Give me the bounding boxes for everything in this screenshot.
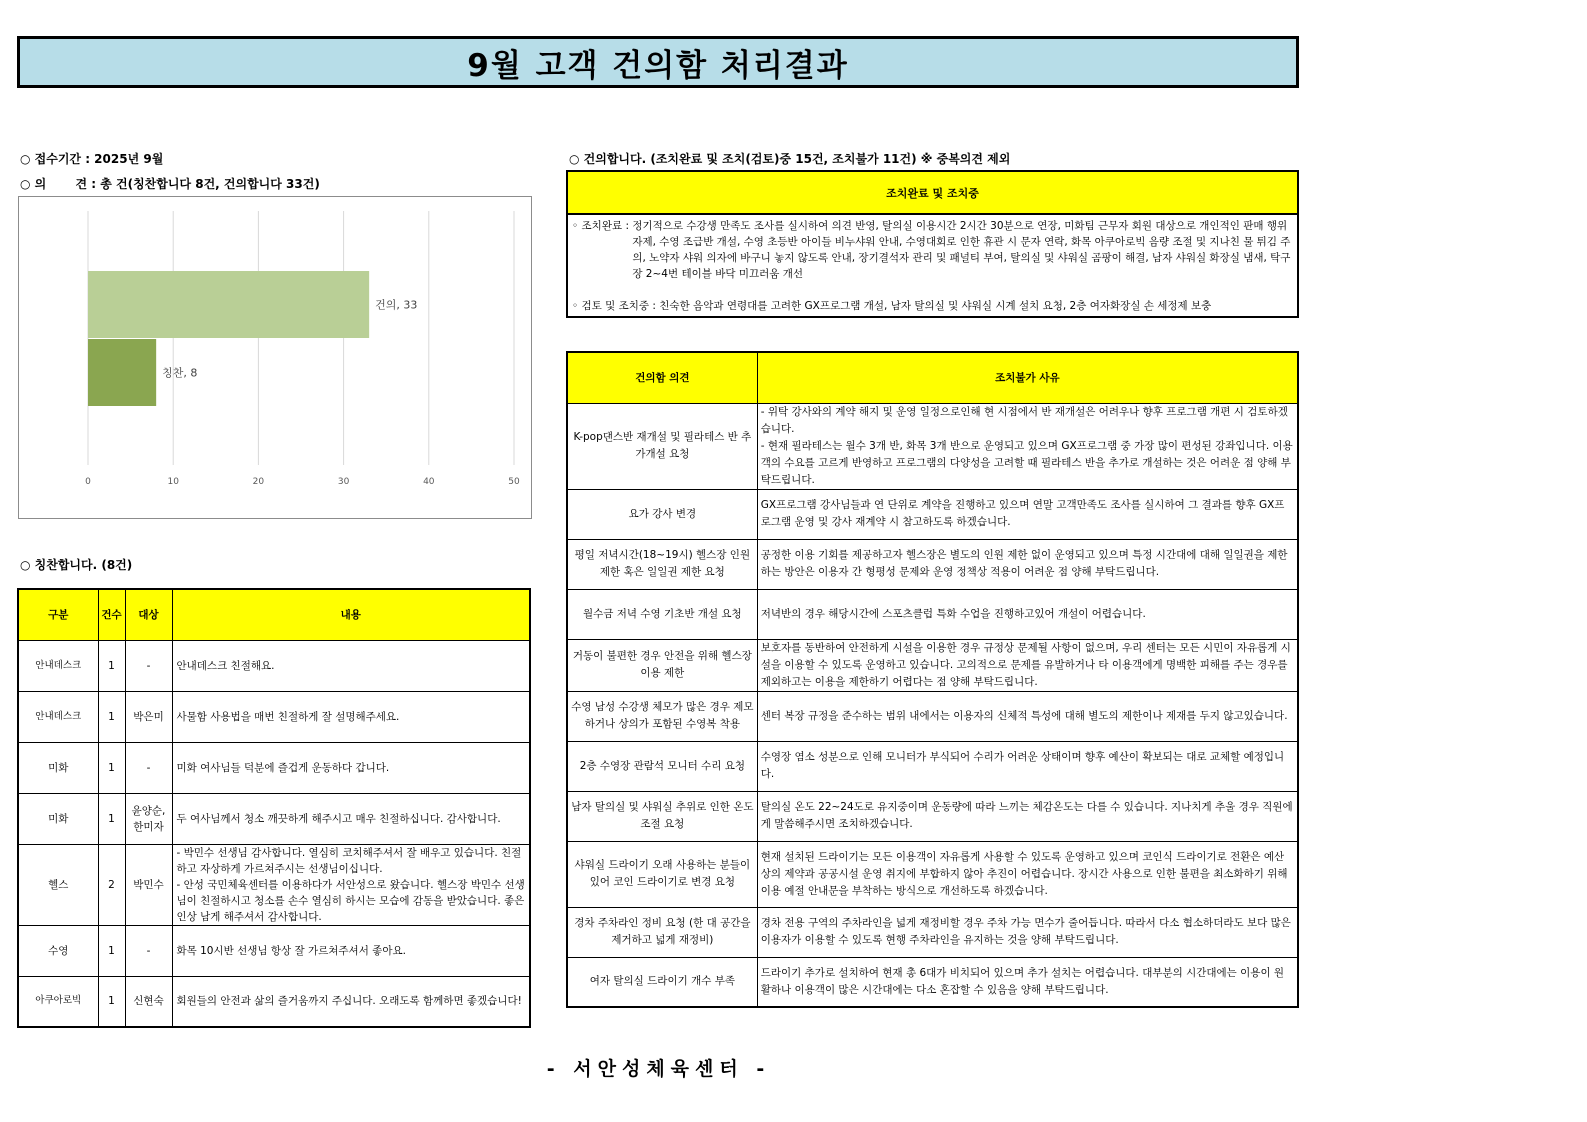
reject-row [567,539,1298,589]
chart-data-label: 건의, 33 [375,298,418,312]
praise-content-line: 화목 10시반 선생님 항상 잘 가르쳐주셔서 좋아요. [176,944,406,957]
reject-reason-cell [757,489,1298,539]
praise-row [18,742,530,793]
praise-category-cell: 안내데스크 [18,691,98,742]
reject-row [567,907,1298,957]
reject-row [567,741,1298,791]
praise-content-line: 안내데스크 친절해요. [176,659,275,672]
header-content: 내용 [172,589,530,640]
reject-reason-line: 센터 복장 규정을 준수하는 범위 내에서는 이용자의 신체적 특성에 대해 별도의 제한이나 제재를 두지 않고있습니다. [760,709,1288,722]
reject-reason-cell [757,691,1298,741]
header-count: 건수 [98,589,125,640]
praise-content-line: 두 여사님께서 청소 깨끗하게 해주시고 매우 친절하십니다. 감사합니다. [176,812,501,825]
praise-category-cell: 수영 [18,925,98,976]
header-reason: 조치불가 사유 [757,352,1298,403]
completed-label: ◦ 조치완료 : [572,220,633,232]
reject-reason-cell [757,957,1298,1007]
praise-content-cell [172,976,530,1027]
review-text: 친숙한 음악과 연령대를 고려한 GX프로그램 개설, 남자 탈의실 및 샤워실 시계 설치 요청, 2층 여자화장실 손 세정제 보충 [659,300,1212,312]
reject-reason-line: - 현재 필라테스는 월수 3개 반, 화목 3개 반으로 운영되고 있으며 GX프로그램 중 가장 많이 편성된 강좌입니다. 이용객의 수요를 고르게 반영하고 프로그램의 다양성을 고려할 때 필라테스 반을 추가로 개설하는 것은 어려운 점 양해 부탁드립니다. [760,439,1293,486]
reject-reason-line: 탈의실 온도 22~24도로 유지중이며 운동량에 따라 느끼는 체감온도는 다를 수 있습니다. 지나치게 추울 경우 직원에게 말씀해주시면 조치하겠습니다. [760,801,1293,830]
praise-row [18,691,530,742]
praise-row [18,976,530,1027]
praise-content-line: - 안성 국민체육센터를 이용하다가 서안성으로 왔습니다. 헬스장 박민수 선생님이 친절하시고 청소를 손수 열심히 하시는 모습에 감동을 받았습니다. 좋은 인상 남게 해주셔서 감사합니다. [176,878,525,923]
chart-data-label: 칭찬, 8 [162,366,198,380]
praise-content-cell [172,640,530,691]
period-line: ○ 접수기간 : 2025년 9월 [20,152,164,166]
reject-reason-line: - 위탁 강사와의 계약 해지 및 운영 일정으로인해 현 시점에서 반 재개설은 어려우나 향후 프로그램 개편 시 검토하겠습니다. [760,405,1288,435]
footer-center-name: - 서안성체육센터 - [546,1058,771,1080]
praise-row [18,925,530,976]
praise-table [17,588,531,1028]
praise-content-cell [172,844,530,925]
praise-category-cell: 미화 [18,793,98,844]
completed-row [572,218,1293,282]
completed-actions-header: 조치완료 및 조치중 [568,172,1297,215]
praise-count-cell: 2 [98,844,125,925]
reject-opinion-cell: 월수금 저녁 수영 기초반 개설 요청 [567,589,757,639]
reject-reason-cell [757,741,1298,791]
praise-count-cell: 1 [98,976,125,1027]
suggestions-heading: ○ 건의합니다. (조치완료 및 조치(검토)중 15건, 조치불가 11건) ※ 중복의견 제외 [569,152,1011,166]
reject-header-row [567,352,1298,403]
praise-count-cell: 1 [98,793,125,844]
completed-actions-box [566,170,1299,318]
page-title: 9월 고객 건의함 처리결과 [17,36,1299,88]
reject-reason-cell [757,841,1298,907]
praise-target-cell: - [125,742,172,793]
header-category: 구분 [18,589,98,640]
praise-category-cell: 미화 [18,742,98,793]
praise-content-cell [172,691,530,742]
completed-text: 정기적으로 수강생 만족도 조사를 실시하여 의견 반영, 탈의실 이용시간 2시간 30분으로 연장, 미화팀 근무자 회원 대상으로 개인적인 판매 행위 자제, 수영 조급반 개설, 수영 초등반 아이들 비누샤워 안내, 수영대회로 인한 휴관 시 문자 연락, 화목 아쿠아로빅 음량 조절 및 지나친 물 튀김 주의, 노약자 샤워 의자에 바구니 놓지 않도록 안내, 장기결석자 관리 및 패널티 부여, 탈의실 및 샤워실 곰팡이 해결, 남자 샤워실 화장실 냄새, 탁구장 2~4번 테이블 바닥 미끄러움 개선 [632,220,1291,280]
reject-reason-line: 저녁반의 경우 해당시간에 스포츠클럽 특화 수업을 진행하고있어 개설이 어렵습니다. [760,607,1146,620]
reject-row [567,403,1298,489]
opinion-bar-chart [18,196,532,519]
praise-row [18,844,530,925]
reject-row [567,957,1298,1007]
header-target: 대상 [125,589,172,640]
reject-opinion-cell: 수영 남성 수강생 체모가 많은 경우 제모하거나 상의가 포함된 수영복 착용 [567,691,757,741]
chart-bar-suggestion [88,271,369,338]
praise-target-cell: 박은미 [125,691,172,742]
reject-reason-cell [757,907,1298,957]
praise-content-cell [172,742,530,793]
reject-reason-cell [757,403,1298,489]
reject-opinion-cell: 평일 저녁시간(18~19시) 헬스장 인원 제한 혹은 일일권 제한 요청 [567,539,757,589]
reject-reason-line: 경차 전용 구역의 주차라인을 넓게 재정비할 경우 주차 가능 면수가 줄어듭니다. 따라서 다소 협소하더라도 보다 많은 이용자가 이용할 수 있도록 현행 주차라인을 유지하는 것을 양해 부탁드립니다. [760,917,1291,946]
praise-count-cell: 1 [98,925,125,976]
reject-opinion-cell: K-pop댄스반 재개설 및 필라테스 반 추가개설 요청 [567,403,757,489]
praise-category-cell: 헬스 [18,844,98,925]
rejected-suggestions-table [566,351,1299,1008]
reject-reason-cell [757,589,1298,639]
reject-opinion-cell: 남자 탈의실 및 샤워실 추위로 인한 온도 조절 요청 [567,791,757,841]
reject-reason-cell [757,639,1298,691]
praise-target-cell: 박민수 [125,844,172,925]
completed-actions-body [568,215,1297,317]
reject-reason-cell [757,539,1298,589]
praise-target-cell: - [125,640,172,691]
chart-tick-label: 50 [508,477,520,487]
praise-target-cell: 윤양순, 한미자 [125,793,172,844]
praise-count-cell: 1 [98,640,125,691]
reject-row [567,791,1298,841]
praise-header-row [18,589,530,640]
praise-content-cell [172,793,530,844]
reject-opinion-cell: 여자 탈의실 드라이기 개수 부족 [567,957,757,1007]
praise-row [18,640,530,691]
praise-content-line: 회원들의 안전과 삶의 즐거움까지 주십니다. 오래도록 함께하면 좋겠습니다! [176,995,522,1008]
reject-reason-cell [757,791,1298,841]
chart-bar-praise [88,339,156,406]
reject-opinion-cell: 거동이 불편한 경우 안전을 위해 헬스장 이용 제한 [567,639,757,691]
header-opinion: 건의함 의견 [567,352,757,403]
praise-content-line: - 박민수 선생님 감사합니다. 열심히 코치해주셔서 잘 배우고 있습니다. 친절하고 자상하게 가르쳐주시는 선생님이십니다. [176,846,522,875]
reject-row [567,691,1298,741]
reject-opinion-cell: 샤워실 드라이기 오래 사용하는 분들이 있어 코인 드라이기로 변경 요청 [567,841,757,907]
praise-target-cell: - [125,925,172,976]
reject-reason-line: 드라이기 추가로 설치하여 현재 총 6대가 비치되어 있으며 추가 설치는 어렵습니다. 대부분의 시간대에는 이용이 원활하나 이용객이 많은 시간대에는 다소 혼잡할 수 있음을 양해 부탁드립니다. [760,966,1285,996]
praise-content-cell [172,925,530,976]
reject-reason-line: 현재 설치된 드라이기는 모든 이용객이 자유롭게 사용할 수 있도록 운영하고 있으며 코인식 드라이기로 전환은 예산상의 제약과 공공시설 운영 취지에 부합하지 않아 추진이 어렵습니다. 장시간 사용으로 인한 불편을 최소화하기 위해 이용 예절 안내문을 부착하는 방식으로 개선하도록 하겠습니다. [760,850,1288,897]
reject-reason-line: 수영장 염소 성분으로 인해 모니터가 부식되어 수리가 어려운 상태이며 향후 예산이 확보되는 대로 교체할 예정입니다. [760,751,1285,780]
praise-target-cell: 신현숙 [125,976,172,1027]
chart-tick-label: 30 [337,477,350,487]
opinion-summary-line: ○ 의 견 : 총 건(칭찬합니다 8건, 건의합니다 33건) [20,177,320,191]
praise-content-line: 사물함 사용법을 매번 친절하게 잘 설명해주세요. [176,710,400,723]
chart-svg [19,197,531,518]
praise-count-cell: 1 [98,691,125,742]
reject-opinion-cell: 요가 강사 변경 [567,489,757,539]
reject-opinion-cell: 2층 수영장 관람석 모니터 수리 요청 [567,741,757,791]
chart-tick-label: 10 [167,477,179,487]
praise-row [18,793,530,844]
reject-row [567,589,1298,639]
review-row [572,298,1293,314]
reject-row [567,489,1298,539]
reject-reason-line: 보호자를 동반하여 안전하게 시설을 이용한 경우 규정상 문제될 사항이 없으며, 우리 센터는 모든 시민이 자유롭게 시설을 이용할 수 있도록 운영하고 있습니다. 고의적으로 문제를 유발하거나 타 이용객에게 명백한 피해를 주는 경우를 제외하고는 이용을 제한하기 어렵다는 점 양해 부탁드립니다. [760,641,1291,688]
review-label: ◦ 검토 및 조치중 : [572,300,660,312]
reject-reason-line: GX프로그램 강사님들과 연 단위로 계약을 진행하고 있으며 연말 고객만족도 조사를 실시하여 그 결과를 향후 GX프로그램 운영 및 강사 재계약 시 참고하도록 하겠습니다. [760,499,1285,528]
chart-tick-label: 0 [85,477,91,487]
praise-category-cell: 아쿠아로빅 [18,976,98,1027]
reject-reason-line: 공정한 이용 기회를 제공하고자 헬스장은 별도의 인원 제한 없이 운영되고 있으며 특정 시간대에 대해 일일권을 제한하는 방안은 이용자 간 형평성 문제와 운영 정책상 적용이 어려운 점 양해 부탁드립니다. [760,549,1288,578]
praise-content-line: 미화 여사님들 덕분에 즐겁게 운동하다 갑니다. [176,761,390,774]
praise-heading: ○ 칭찬합니다. (8건) [20,558,133,572]
praise-count-cell: 1 [98,742,125,793]
chart-tick-label: 40 [423,477,435,487]
reject-row [567,639,1298,691]
reject-opinion-cell: 경차 주차라인 정비 요청 (한 대 공간을 제거하고 넓게 재정비) [567,907,757,957]
reject-row [567,841,1298,907]
chart-tick-label: 20 [252,477,265,487]
praise-category-cell: 안내데스크 [18,640,98,691]
